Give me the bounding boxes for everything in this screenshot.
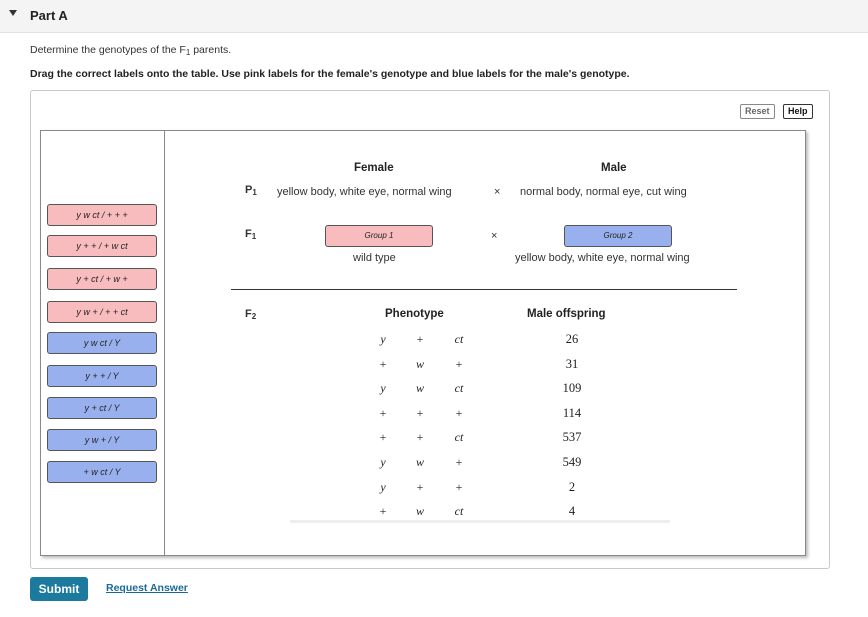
allele-a: +: [379, 357, 387, 371]
offspring-count: 537: [562, 430, 582, 444]
allele-c: +: [455, 406, 463, 420]
allele-b: w: [415, 357, 424, 371]
cross-symbol: ×: [491, 230, 498, 242]
allele-c: ct: [454, 430, 464, 444]
offspring-count: 549: [562, 455, 582, 469]
offspring-count: 114: [562, 406, 582, 420]
f1-label: $F_1$: [245, 228, 257, 241]
pink-label[interactable]: y w + / + + ct: [47, 301, 157, 323]
pink-label[interactable]: y + + / + w ct: [47, 235, 157, 257]
blue-label[interactable]: y w + / Y: [47, 429, 157, 451]
male-header: Male: [601, 162, 627, 174]
instruction-text: Determine the genotypes of the $F_1$ parents.: [30, 44, 232, 57]
offspring-count: 109: [562, 381, 582, 395]
allele-c: ct: [454, 504, 464, 518]
phenotype-header: Phenotype: [385, 308, 444, 320]
allele-a: y: [380, 480, 386, 494]
offspring-count: 26: [565, 332, 579, 346]
request-answer-link[interactable]: Request Answer: [106, 582, 188, 594]
label-bank-divider: [164, 130, 165, 556]
p1-label: $P_1$: [245, 184, 257, 197]
offspring-header: Male offspring: [527, 308, 606, 320]
drag-instruction-text: Drag the correct labels onto the table. Use pink labels for the female's genotype and blue labels for the male's genotype.: [30, 68, 630, 80]
blue-label[interactable]: y + + / Y: [47, 365, 157, 387]
table-divider-line: [231, 289, 737, 290]
allele-a: y: [380, 381, 386, 395]
allele-a: y: [380, 455, 386, 469]
allele-a: +: [379, 406, 387, 420]
allele-c: ct: [454, 381, 464, 395]
allele-b: w: [415, 504, 424, 518]
table-bottom-fade: [290, 520, 670, 523]
collapse-caret-icon[interactable]: [9, 10, 17, 16]
allele-b: +: [416, 430, 424, 444]
offspring-count: 31: [565, 357, 579, 371]
allele-b: +: [416, 332, 424, 346]
part-title: Part A: [30, 8, 68, 23]
pink-label[interactable]: y w ct / + + +: [47, 204, 157, 226]
allele-b: w: [415, 455, 424, 469]
allele-a: +: [379, 430, 387, 444]
offspring-count: 4: [568, 504, 576, 518]
f2-label: $F_2$: [245, 308, 257, 321]
allele-a: y: [380, 332, 386, 346]
p1-male-phenotype: normal body, normal eye, cut wing: [520, 186, 687, 198]
blue-label[interactable]: + w ct / Y: [47, 461, 157, 483]
f1-male-phenotype: yellow body, white eye, normal wing: [515, 252, 690, 264]
allele-a: +: [379, 504, 387, 518]
allele-c: +: [455, 357, 463, 371]
blue-label[interactable]: y w ct / Y: [47, 332, 157, 354]
f1-female-phenotype: wild type: [353, 252, 396, 264]
part-header[interactable]: [0, 0, 868, 33]
male-drop-target[interactable]: Group 2: [564, 225, 672, 247]
allele-b: +: [416, 480, 424, 494]
reset-button[interactable]: Reset: [740, 104, 775, 119]
allele-b: w: [415, 381, 424, 395]
female-header: Female: [354, 162, 394, 174]
blue-label[interactable]: y + ct / Y: [47, 397, 157, 419]
allele-b: +: [416, 406, 424, 420]
pink-label[interactable]: y + ct / + w +: [47, 268, 157, 290]
allele-c: ct: [454, 332, 464, 346]
allele-c: +: [455, 480, 463, 494]
p1-female-phenotype: yellow body, white eye, normal wing: [277, 186, 452, 198]
submit-button[interactable]: Submit: [30, 577, 88, 601]
offspring-count: 2: [568, 480, 576, 494]
cross-symbol: ×: [494, 186, 501, 198]
help-button[interactable]: Help: [783, 104, 813, 119]
allele-c: +: [455, 455, 463, 469]
female-drop-target[interactable]: Group 1: [325, 225, 433, 247]
